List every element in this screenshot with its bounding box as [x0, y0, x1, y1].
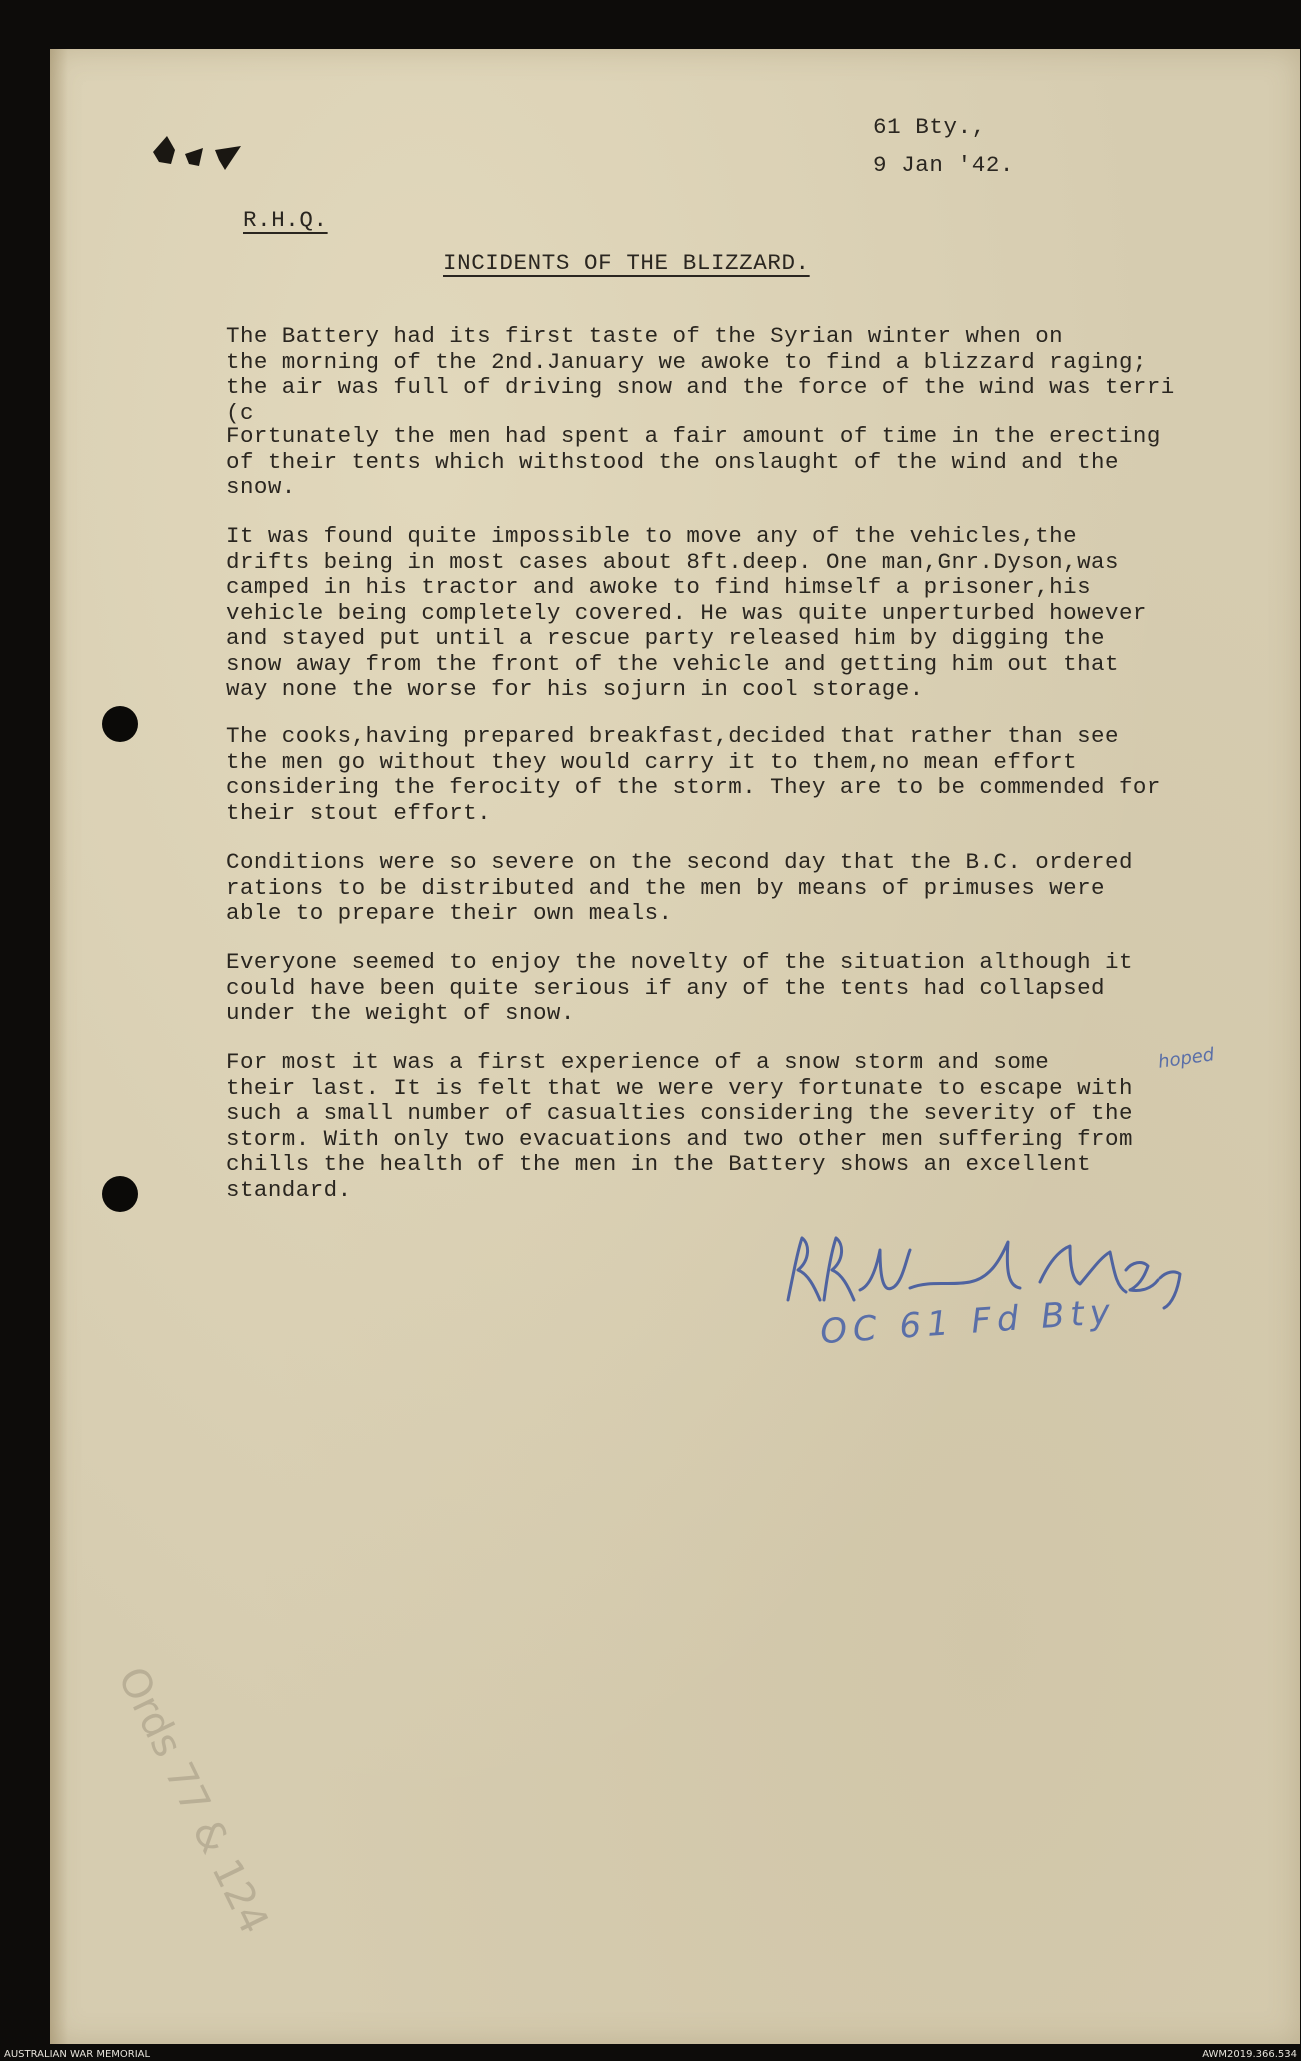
- paragraph-1: The Battery had its first taste of the Syrian winter when on the morning of the 2nd.January we awoke to find a blizzard raging; the air was full of driving snow and the force of the wind was terri (c: [226, 323, 1175, 426]
- paragraph-6: Everyone seemed to enjoy the novelty of the situation although it could have been quite serious if any of the tents had collapsed under the weight of snow.: [226, 949, 1133, 1026]
- paragraph-2: Fortunately the men had spent a fair amount of time in the erecting of their tents which withstood the onslaught of the wind and the snow.: [226, 423, 1161, 500]
- archive-footer: [0, 2048, 1301, 2061]
- addressee: R.H.Q.: [243, 207, 328, 233]
- footer-accession-number: AWM2019.366.534: [1202, 2049, 1297, 2060]
- binder-hole-top: [102, 706, 138, 742]
- signature-title: OC 61 Fd Bty: [818, 1291, 1118, 1353]
- document-title: INCIDENTS OF THE BLIZZARD.: [443, 250, 810, 276]
- paragraph-5: Conditions were so severe on the second day that the B.C. ordered rations to be distributed and the men by means of primuses were able to prepare their own meals.: [226, 849, 1133, 926]
- margin-annotation: hoped: [1156, 1044, 1216, 1073]
- document-date: 9 Jan '42.: [873, 152, 1015, 178]
- pencil-note: Ords 77 & 124: [108, 1660, 278, 1941]
- paragraph-3: It was found quite impossible to move any of the vehicles,the drifts being in most cases about 8ft.deep. One man,Gnr.Dyson,was camped in his tractor and awoke to find himself a prisoner,his vehicle being completely covered. He was quite unperturbed however and stayed put until a rescue party released him by digging the snow away from the front of the vehicle and getting him out that way none the worse for his sojurn in cool storage.: [226, 523, 1147, 702]
- torn-mark-icon: [145, 130, 255, 180]
- unit-name: 61 Bty.,: [873, 114, 986, 140]
- binder-hole-bottom: [102, 1176, 138, 1212]
- footer-institution: AUSTRALIAN WAR MEMORIAL: [4, 2049, 151, 2060]
- paragraph-4: The cooks,having prepared breakfast,decided that rather than see the men go without they would carry it to them,no mean effort considering the ferocity of the storm. They are to be commended for their stout effort.: [226, 723, 1161, 826]
- paragraph-7: For most it was a first experience of a snow storm and some their last. It is felt that we were very fortunate to escape with such a small number of casualties considering the severity of the storm. With only two evacuations and two other men suffering from chills the health of the men in the Battery shows an excellent standard.: [226, 1049, 1133, 1203]
- signature-image: [780, 1230, 1200, 1310]
